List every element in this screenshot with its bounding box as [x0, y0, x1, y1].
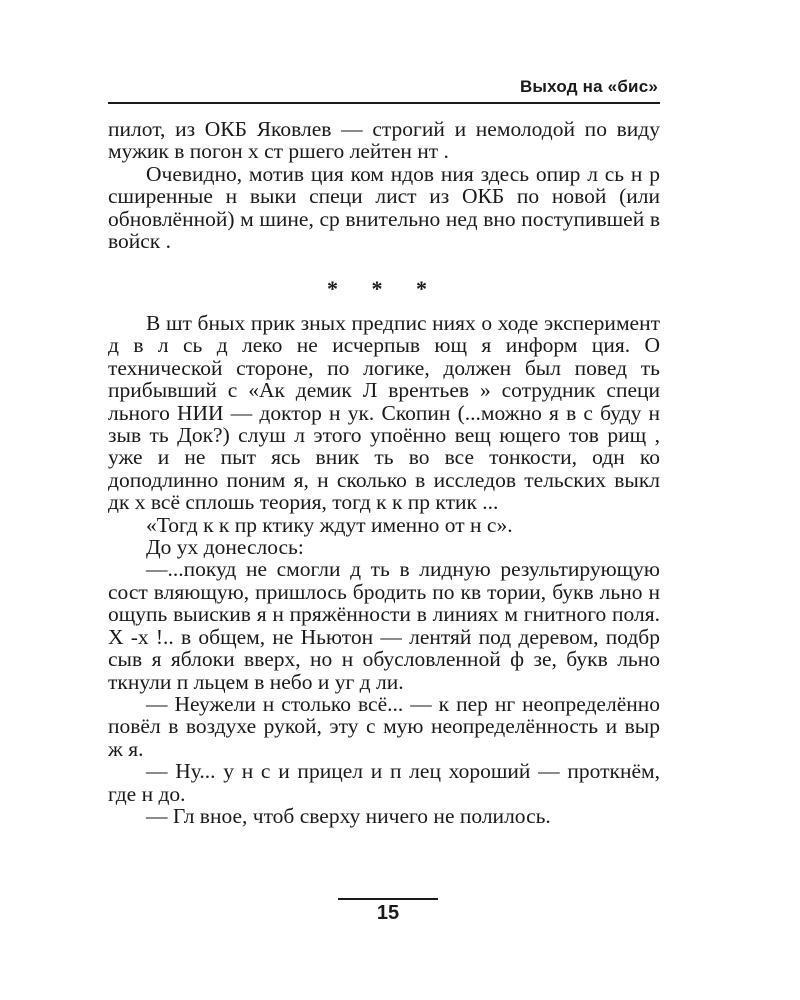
paragraph: «Тогд к к пр ктику ждут именно от н с».	[146, 512, 513, 537]
paragraph: пилот, из ОКБ Яковлев — строгий и немолодой по виду мужик в погон х ст ршего лейтен нт .	[108, 117, 660, 164]
section-separator: * * *	[327, 276, 441, 301]
page-header	[108, 72, 660, 104]
text-block-main	[108, 312, 660, 827]
paragraph: До ух донеслось:	[146, 535, 304, 560]
page-number: 15	[376, 902, 400, 924]
running-title: Выход на «бис»	[519, 77, 658, 96]
paragraph: — Ну... у н с и прицел и п лец хороший — проткнём, где н до.	[108, 759, 660, 806]
paragraph: В шт бных прик зных предпис ниях о ходе эксперимент д в л сь д леко не исчерпыв ющ я информ ция. О технической стороне, по логике, должен был повед ть прибывший с «Ак демик Л врентьев » сотрудник специ льного НИИ — доктор н ук. Скопин (...можно я в с буду н зыв ть Док?) слуш л этого упоённо вещ ющего тов рищ , уже и не пыт ясь вник ть во все тонкости, одн ко доподлинно поним я, н сколько в исследов тельских выкл дк х всё сплошь теория, тогд к к пр ктик ...	[108, 311, 660, 515]
paragraph: —...покуд не смогли д ть в лидную результирующую сост вляющую, пришлось бродить по кв тории, букв льно н ощупь выискив я н пряжённости в линиях м гнитного поля. Х -х !.. в общем, не Ньютон — лентяй под деревом, подбр сыв я яблоки вверх, но н обусловленной ф зе, букв льно ткнули п льцем в небо и уг д ли.	[108, 557, 660, 694]
paragraph: — Неужели н столько всё... — к пер нг неопределённо повёл в воздухе рукой, эту с мую неопределённость и выр ж я.	[108, 691, 660, 761]
paragraph: — Гл вное, чтоб сверху ничего не полилось.	[146, 803, 551, 828]
paragraph: Очевидно, мотив ция ком ндов ния здесь опир л сь н р сширенные н выки специ лист из ОКБ по новой (или обновлённой) м шине, ср внительно нед вно поступившей в войск .	[108, 161, 660, 254]
text-block-top	[108, 118, 660, 252]
footer-rule	[338, 898, 438, 900]
